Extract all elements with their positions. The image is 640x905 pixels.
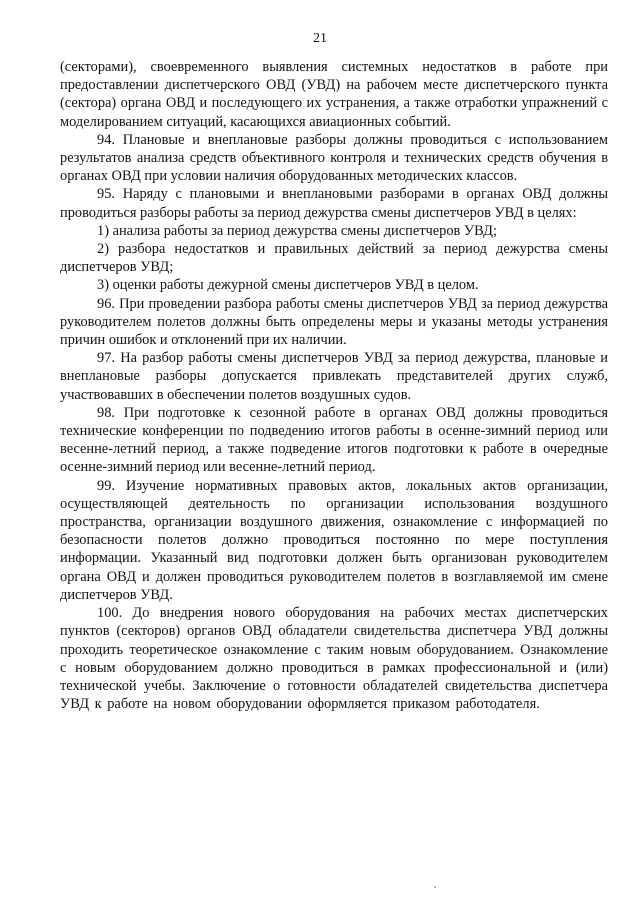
page-number: 21 xyxy=(313,31,327,46)
paragraph-94: 94. Плановые и внеплановые разборы должны проводиться с использованием результатов анализа средств объективного контроля и технических средств обучения в органах ОВД при условии наличия оборудованных методических классов. xyxy=(60,131,608,185)
paragraph-95: 95. Наряду с плановыми и внеплановыми разборами в органах ОВД должны проводиться разборы работы за период дежурства смены диспетчеров УВД в целях: xyxy=(60,186,608,221)
list-item-3: 3) оценки работы дежурной смены диспетчеров УВД в целом. xyxy=(97,277,479,294)
scan-speck xyxy=(434,886,436,888)
document-body xyxy=(60,58,608,713)
list-item-2: 2) разбора недостатков и правильных действий за период дежурства смены диспетчеров УВД; xyxy=(60,241,608,276)
paragraph-96: 96. При проведении разбора работы смены диспетчеров УВД за период дежурства руководителем полетов должны быть определены меры и указаны методы устранения причин ошибок и отклонений при их наличии. xyxy=(60,295,608,349)
paragraph-97: 97. На разбор работы смены диспетчеров УВД за период дежурства, плановые и внеплановые разборы допускается привлекать представителей других служб, участвовавших в обеспечении полетов воздушных судов. xyxy=(60,350,608,403)
paragraph-100: 100. До внедрения нового оборудования на рабочих местах диспетчерских пунктов (секторов) органов ОВД обладатели свидетельства диспетчера УВД должны проходить теоретическое ознакомление с таким новым оборудованием. Ознакомление с новым оборудованием должно проводиться в рамках профессиональной и (или) технической учебы. Заключение о готовности обладателей свидетельства диспетчера УВД к работе на новом оборудовании оформляется приказом работодателя. xyxy=(60,605,608,713)
paragraph-99: 99. Изучение нормативных правовых актов, локальных актов организации, осуществляющей деятельность по организации использования воздушного пространства, организации воздушного движения, ознакомление с информацией по безопасности полетов должно проводиться постоянно по мере поступления информации. Указанный вид подготовки должен быть организован руководителем органа ОВД и должен проводиться руководителем полетов в возглавляемой им смене диспетчеров УВД. xyxy=(60,477,608,603)
list-item-1: 1) анализа работы за период дежурства смены диспетчеров УВД; xyxy=(97,222,497,239)
paragraph-98: 98. При подготовке к сезонной работе в органах ОВД должны проводиться технические конференции по подведению итогов работы в осенне-зимний период или весенне-летний период, а также подведение итогов подготовки к работе в очередные осенне-зимний период или весенне-летний период. xyxy=(60,404,608,476)
paragraph-continuation: (секторами), своевременного выявления системных недостатков в работе при предоставлении диспетчерского ОВД (УВД) на рабочем месте диспетчерского пункта (сектора) органа ОВД и последующего их устранения, а также отработки упражнений с моделированием ситуаций, касающихся авиационных событий. xyxy=(60,59,608,130)
